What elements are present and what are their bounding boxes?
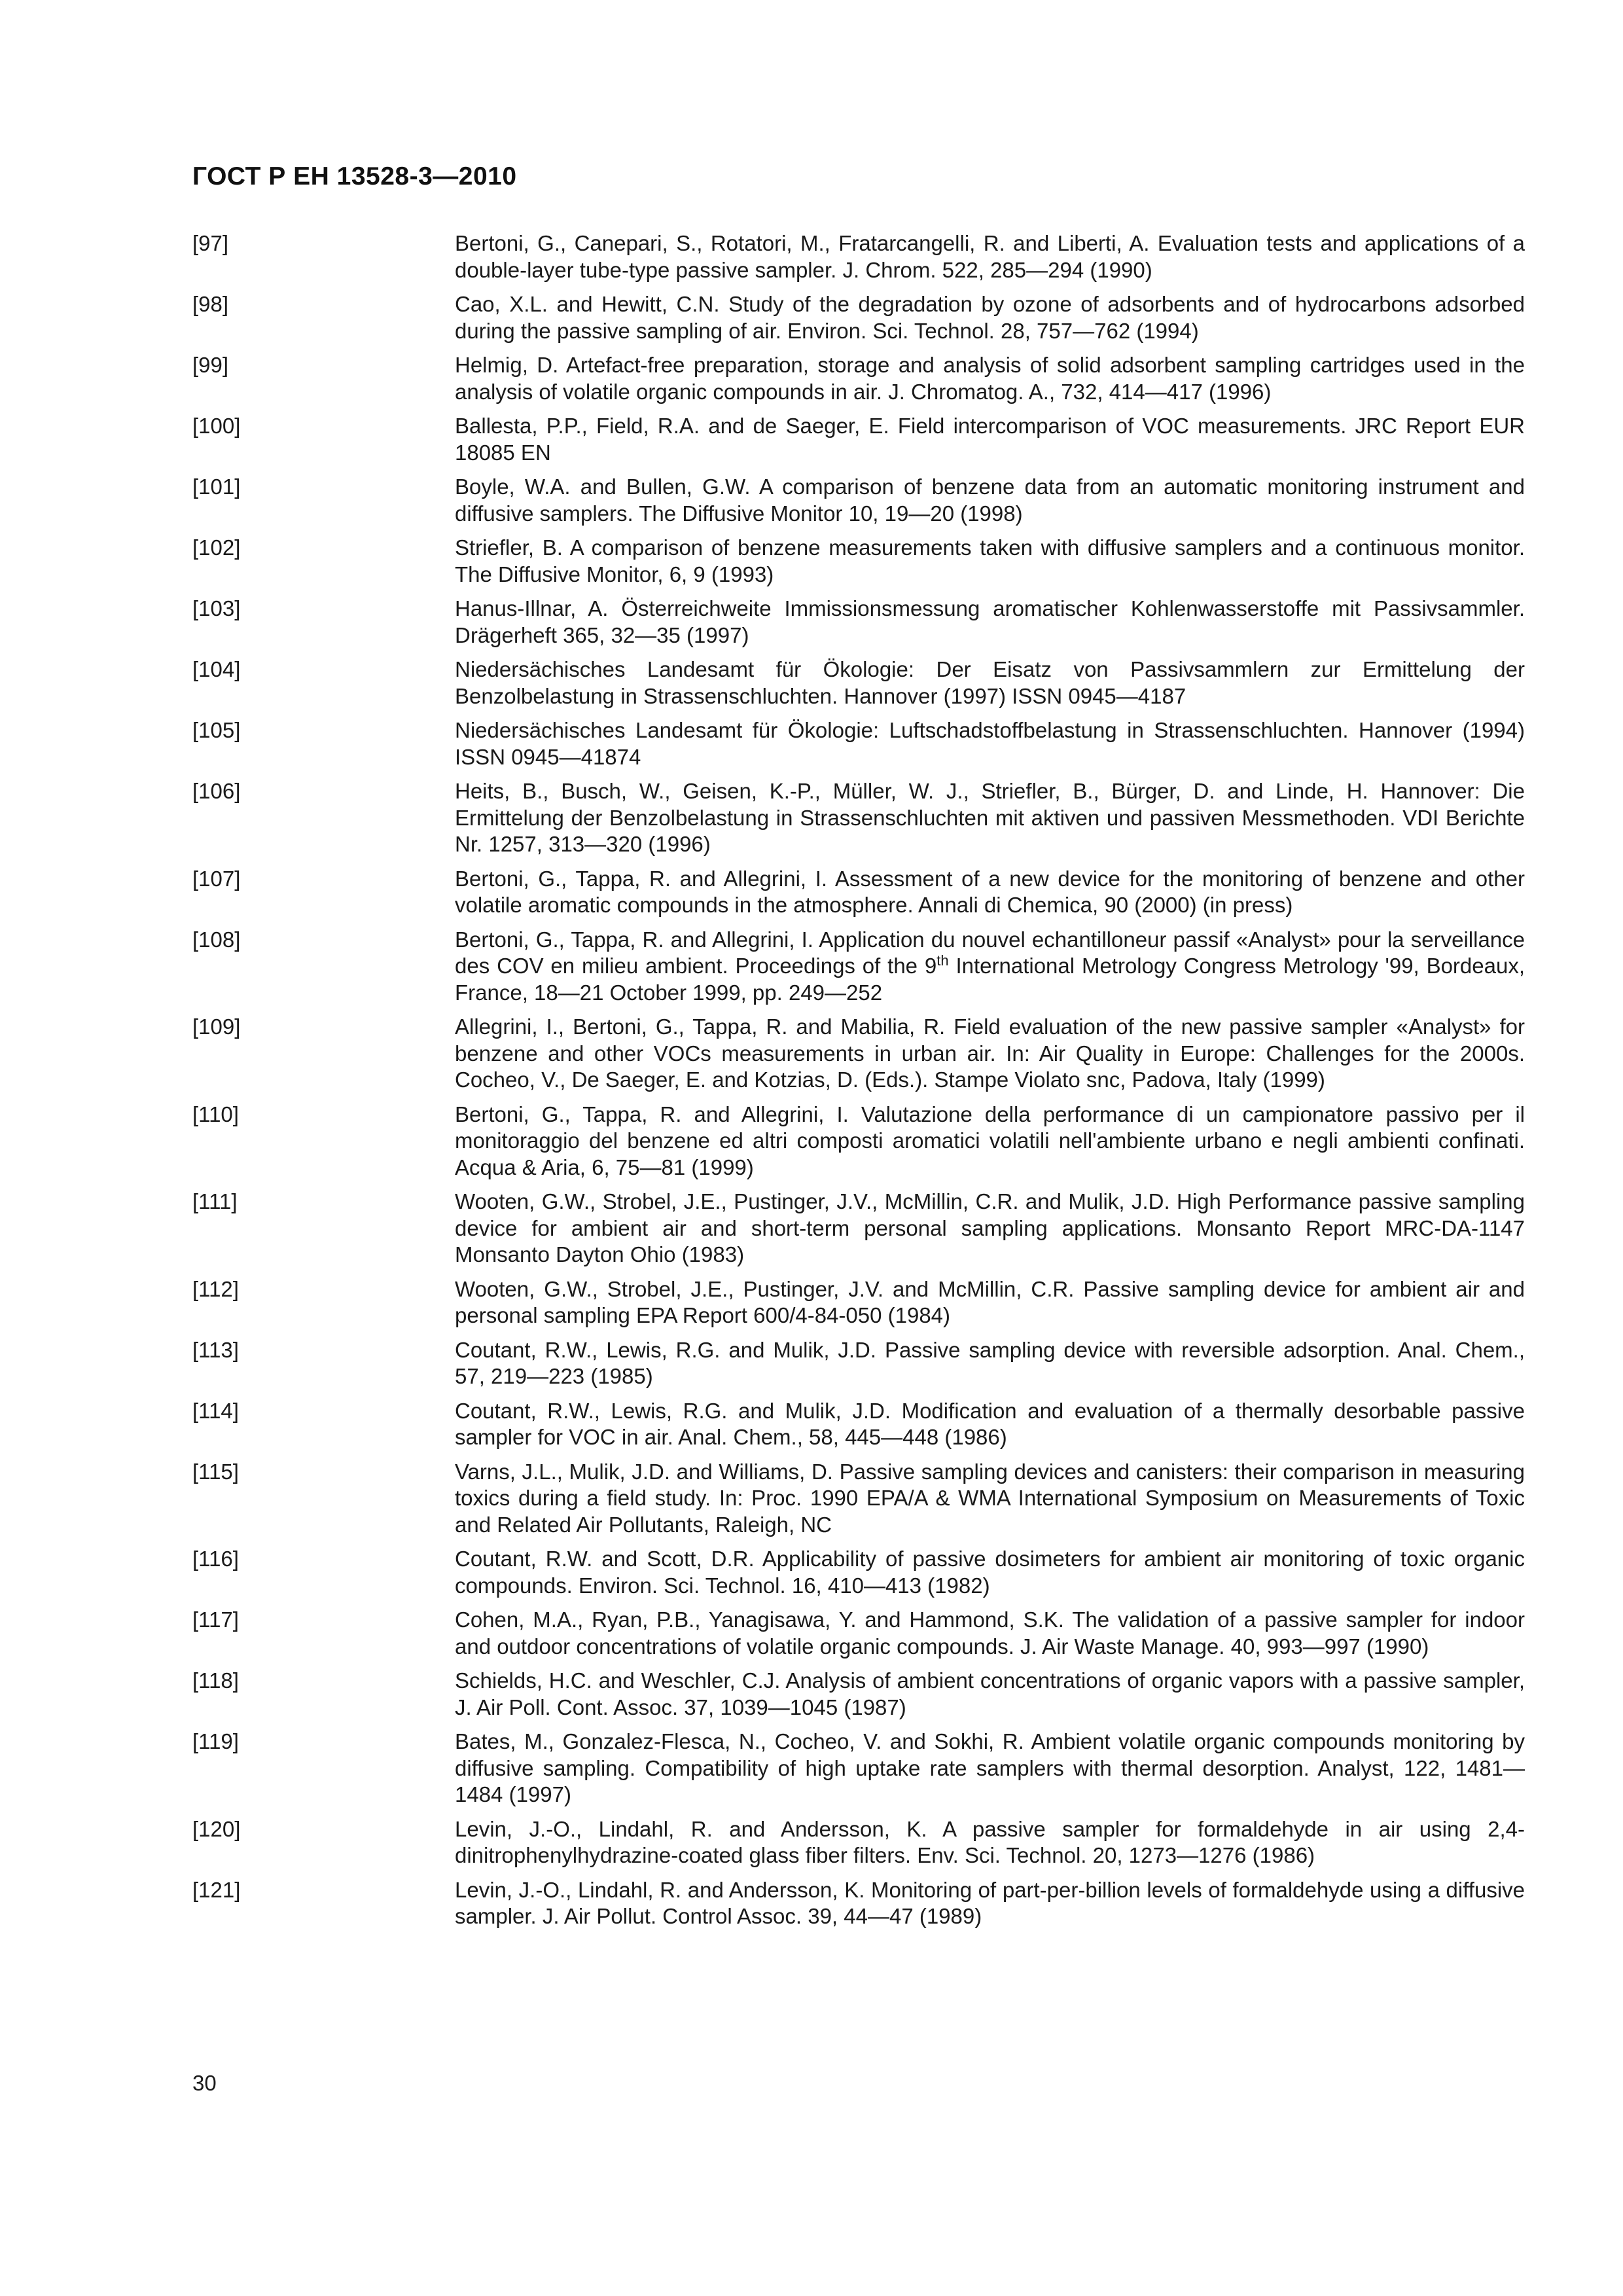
reference-item	[192, 1459, 1525, 1539]
reference-number: [113]	[192, 1337, 239, 1362]
reference-number: [118]	[192, 1668, 239, 1693]
reference-item	[192, 474, 1525, 527]
reference-item	[192, 927, 1525, 1007]
reference-item	[192, 1337, 1525, 1390]
reference-text: Varns, J.L., Mulik, J.D. and Williams, D. Passive sampling devices and canisters: their comparison in measuring toxics during a field study. In: Proc. 1990 EPA/A & WMA International Symposium on Measurements of Toxic and Related Air Pollutants, Raleigh, NC	[455, 1459, 1525, 1537]
reference-text: Niedersächisches Landesamt für Ökologie: Luftschadstoffbelastung in Strassenschluchten. Hannover (1994) ISSN 0945—41874	[455, 718, 1525, 769]
reference-item	[192, 352, 1525, 405]
reference-number: [110]	[192, 1102, 239, 1126]
reference-item	[192, 1189, 1525, 1268]
reference-text: Bertoni, G., Tappa, R. and Allegrini, I. Assessment of a new device for the monitoring of benzene and other volatile aromatic compounds in the atmosphere. Annali di Chemica, 90 (2000) (in press)	[455, 866, 1525, 917]
reference-text: Bertoni, G., Canepari, S., Rotatori, M., Fratarcangelli, R. and Liberti, A. Evaluation tests and applications of a double-layer tube-type passive sampler. J. Chrom. 522, 285—294 (1990)	[455, 231, 1525, 282]
reference-number: [107]	[192, 866, 241, 891]
reference-item	[192, 1546, 1525, 1599]
reference-text: Helmig, D. Artefact-free preparation, storage and analysis of solid adsorbent sampling cartridges used in the analysis of volatile organic compounds in air. J. Chromatog. A., 732, 414—417 (1996)	[455, 353, 1525, 404]
reference-number: [100]	[192, 414, 241, 438]
reference-number: [101]	[192, 475, 241, 499]
reference-text: Levin, J.-O., Lindahl, R. and Andersson, K. A passive sampler for formaldehyde in air using 2,4-dinitrophenylhydrazine-coated glass fiber filters. Env. Sci. Technol. 20, 1273—1276 (1986)	[455, 1816, 1525, 1867]
reference-item	[192, 1668, 1525, 1721]
reference-text-part: Bertoni, G., Tappa, R. and Allegrini, I. Application du nouvel echantilloneur passif «Analyst» pour la serveillance des COV en milieu ambient. Proceedings of the 9	[455, 927, 1525, 978]
reference-item	[192, 1014, 1525, 1094]
page-header: ГОСТ Р ЕН 13528-3—2010	[192, 162, 517, 190]
reference-item	[192, 230, 1525, 283]
reference-text: Boyle, W.A. and Bullen, G.W. A comparison of benzene data from an automatic monitoring instrument and diffusive samplers. The Diffusive Monitor 10, 19—20 (1998)	[455, 475, 1525, 526]
reference-item	[192, 1877, 1525, 1930]
reference-item	[192, 717, 1525, 770]
reference-number: [99]	[192, 353, 229, 377]
reference-list	[192, 230, 1525, 1938]
reference-number: [120]	[192, 1816, 241, 1841]
reference-item	[192, 1102, 1525, 1181]
reference-number: [115]	[192, 1459, 239, 1484]
reference-number: [111]	[192, 1189, 238, 1213]
reference-item	[192, 778, 1525, 858]
reference-text: Allegrini, I., Bertoni, G., Tappa, R. and Mabilia, R. Field evaluation of the new passive sampler «Analyst» for benzene and other VOCs measurements in urban air. In: Air Quality in Europe: Challenges for the 2000s. Cocheo, V., De Saeger, E. and Kotzias, D. (Eds.). Stampe Violato snc, Padova, Italy (1999)	[455, 1014, 1525, 1092]
reference-number: [97]	[192, 231, 229, 255]
reference-item	[192, 866, 1525, 919]
reference-number: [114]	[192, 1398, 239, 1423]
reference-number: [109]	[192, 1014, 241, 1039]
reference-number: [119]	[192, 1729, 239, 1753]
reference-text: Wooten, G.W., Strobel, J.E., Pustinger, J.V., McMillin, C.R. and Mulik, J.D. High Performance passive sampling device for ambient air and short-term personal sampling applications. Monsanto Report MRC-DA-1147 Monsanto Dayton Ohio (1983)	[455, 1189, 1525, 1266]
page-number: 30	[192, 2071, 217, 2095]
reference-text: Hanus-Illnar, A. Österreichweite Immissionsmessung aromatischer Kohlenwasserstoffe mit Passivsammler. Drägerheft 365, 32—35 (1997)	[455, 596, 1525, 647]
reference-text: Striefler, B. A comparison of benzene measurements taken with diffusive samplers and a continuous monitor. The Diffusive Monitor, 6, 9 (1993)	[455, 535, 1525, 586]
reference-item	[192, 596, 1525, 649]
reference-text: Bates, M., Gonzalez-Flesca, N., Cocheo, V. and Sokhi, R. Ambient volatile organic compounds monitoring by diffusive sampling. Compatibility of high uptake rate samplers with thermal desorption. Analyst, 122, 1481—1484 (1997)	[455, 1729, 1525, 1806]
reference-text: Coutant, R.W. and Scott, D.R. Applicability of passive dosimeters for ambient air monitoring of toxic organic compounds. Environ. Sci. Technol. 16, 410—413 (1982)	[455, 1547, 1525, 1598]
reference-item	[192, 291, 1525, 344]
reference-text: Schields, H.C. and Weschler, C.J. Analysis of ambient concentrations of organic vapors with a passive sampler, J. Air Poll. Cont. Assoc. 37, 1039—1045 (1987)	[455, 1668, 1525, 1719]
reference-item	[192, 1276, 1525, 1329]
reference-number: [117]	[192, 1607, 239, 1632]
reference-number: [112]	[192, 1276, 239, 1301]
reference-text: Wooten, G.W., Strobel, J.E., Pustinger, J.V. and McMillin, C.R. Passive sampling device for ambient air and personal sampling EPA Report 600/4-84-050 (1984)	[455, 1276, 1525, 1327]
reference-text-part: International Metrology Congress Metrology '99, Bordeaux, France, 18—21 October 1999, pp. 249—252	[455, 954, 1525, 1005]
reference-number: [102]	[192, 535, 241, 560]
ordinal-superscript: th	[936, 952, 949, 969]
reference-number: [116]	[192, 1547, 239, 1571]
reference-text: Ballesta, P.P., Field, R.A. and de Saeger, E. Field intercomparison of VOC measurements. JRC Report EUR 18085 EN	[455, 414, 1525, 465]
reference-text: Coutant, R.W., Lewis, R.G. and Mulik, J.D. Passive sampling device with reversible adsorption. Anal. Chem., 57, 219—223 (1985)	[455, 1337, 1525, 1388]
reference-number: [104]	[192, 657, 241, 681]
reference-item	[192, 1607, 1525, 1660]
reference-text: Cohen, M.A., Ryan, P.B., Yanagisawa, Y. and Hammond, S.K. The validation of a passive sampler for indoor and outdoor concentrations of volatile organic compounds. J. Air Waste Manage. 40, 993—997 (1990)	[455, 1607, 1525, 1659]
reference-number: [98]	[192, 292, 229, 316]
reference-item	[192, 535, 1525, 588]
reference-text: Coutant, R.W., Lewis, R.G. and Mulik, J.D. Modification and evaluation of a thermally desorbable passive sampler for VOC in air. Anal. Chem., 58, 445—448 (1986)	[455, 1398, 1525, 1449]
reference-text	[455, 927, 1525, 1007]
reference-text: Cao, X.L. and Hewitt, C.N. Study of the degradation by ozone of adsorbents and of hydrocarbons adsorbed during the passive sampling of air. Environ. Sci. Technol. 28, 757—762 (1994)	[455, 292, 1525, 343]
reference-item	[192, 656, 1525, 709]
reference-item	[192, 1398, 1525, 1451]
reference-number: [108]	[192, 927, 241, 952]
reference-item	[192, 413, 1525, 466]
reference-text: Bertoni, G., Tappa, R. and Allegrini, I. Valutazione della performance di un campionatore passivo per il monitoraggio del benzene ed altri composti aromatici volatili nell'ambiente urbano e negli ambienti confinati. Acqua & Aria, 6, 75—81 (1999)	[455, 1102, 1525, 1179]
reference-item	[192, 1816, 1525, 1869]
reference-number: [121]	[192, 1877, 241, 1902]
reference-text: Levin, J.-O., Lindahl, R. and Andersson, K. Monitoring of part-per-billion levels of formaldehyde using a diffusive sampler. J. Air Pollut. Control Assoc. 39, 44—47 (1989)	[455, 1877, 1525, 1928]
reference-text: Niedersächisches Landesamt für Ökologie: Der Eisatz von Passivsammlern zur Ermittelung der Benzolbelastung in Strassenschluchten. Hannover (1997) ISSN 0945—4187	[455, 657, 1525, 708]
reference-text: Heits, B., Busch, W., Geisen, K.-P., Müller, W. J., Striefler, B., Bürger, D. and Linde, H. Hannover: Die Ermittelung der Benzolbelastung in Strassenschluchten mit aktiven und passiven Messmethoden. VDI Berichte Nr. 1257, 313—320 (1996)	[455, 779, 1525, 856]
reference-number: [105]	[192, 718, 241, 742]
reference-number: [106]	[192, 779, 241, 803]
reference-item	[192, 1729, 1525, 1808]
reference-number: [103]	[192, 596, 241, 620]
